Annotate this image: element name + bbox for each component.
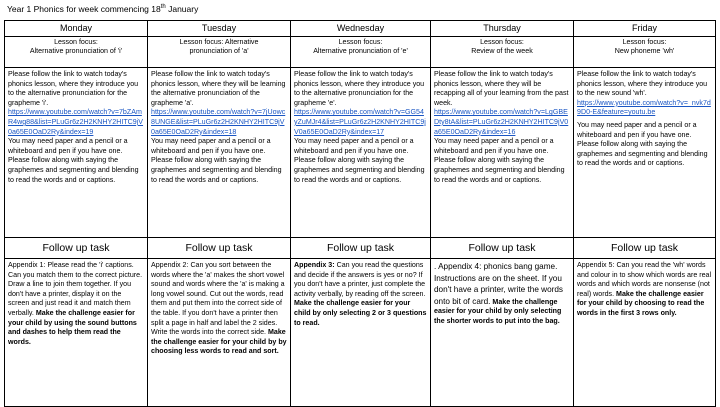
follow-up-monday: Follow up task — [5, 238, 148, 259]
page-title: Year 1 Phonics for week commencing 18th January — [7, 4, 199, 14]
lesson-tuesday — [148, 68, 291, 238]
task-tuesday — [148, 259, 291, 407]
lesson-intro: Please follow the link to watch today's phonics lesson, where they introduce you to the alternative pronunciation for the grapheme 'e'. — [294, 70, 425, 107]
focus-monday: Lesson focus: Alternative pronunciation of 'i' — [5, 37, 148, 68]
lesson-thursday — [431, 68, 574, 238]
task-row — [5, 259, 716, 407]
lesson-materials: You may need paper and a pencil or a whiteboard and pen if you have one. Please follow along with saying the graphemes and segmenting and blending to read the words and or captions. — [151, 137, 282, 184]
lesson-focus-row — [5, 37, 716, 68]
day-header-friday: Friday — [574, 21, 716, 37]
focus-wednesday: Lesson focus: Alternative pronunciation of 'e' — [291, 37, 431, 68]
lesson-materials: You may need paper and a pencil or a whiteboard and pen if you have one. Please follow along with saying the graphemes and segmenting and blending to read the words and or captions. — [294, 137, 425, 184]
follow-up-thursday: Follow up task — [431, 238, 574, 259]
lesson-intro: Please follow the link to watch today's phonics lesson, where they introduce you to the new sound 'wh'. — [577, 70, 708, 98]
task-challenge: Make the challenge easier for your child by by choosing less words to read and sort. — [151, 328, 287, 356]
lesson-video-link[interactable]: https://www.youtube.com/watch?v=7bZAmR4wg88&list=PLuGr6z2H2KNHY2HITC9jV0a65E0OaD2Ry&index=19 — [8, 108, 144, 136]
lesson-video-link[interactable]: https://www.youtube.com/watch?v=LgGBEDty8tA&list=PLuGr6z2H2KNHY2HITC9jV0a65E0OaD2Ry&index=16 — [434, 108, 569, 136]
day-header-row — [5, 21, 716, 37]
day-header-tuesday: Tuesday — [148, 21, 291, 37]
task-lead: Appendix 3: — [294, 261, 335, 269]
follow-up-tuesday: Follow up task — [148, 238, 291, 259]
task-text: Appendix 5: Can you read the 'wh' words and colour in to show which words are real words and which words are nonsense (not real) words. — [577, 261, 712, 298]
focus-friday: Lesson focus: New phoneme 'wh' — [574, 37, 716, 68]
task-friday — [574, 259, 716, 407]
lesson-intro: Please follow the link to watch today's phonics lesson, where they will be learning the alternative pronunciation of the grapheme 'a'. — [151, 70, 286, 107]
lesson-intro: Please follow the link to watch today's phonics lesson, where they introduce you to the alternative pronunciation for the grapheme 'i'. — [8, 70, 139, 107]
phonics-timetable — [4, 20, 716, 407]
follow-up-row — [5, 238, 716, 259]
lesson-row — [5, 68, 716, 238]
lesson-materials: You may need paper and a pencil or a whiteboard and pen if you have one. Please follow along with saying the graphemes and segmenting and blending to read the words and or captions. — [434, 137, 565, 184]
lesson-intro: Please follow the link to watch today's phonics lesson, where they will be recapping all of your learning from the past week. — [434, 70, 569, 107]
task-wednesday — [291, 259, 431, 407]
task-text: Can you read the questions and decide if the answers is yes or no? If you don't have a printer, just complete the activity verbally, by reading off the screen. — [294, 261, 426, 298]
task-text: . Appendix 4: phonics bang game. Instructions are on the sheet. If you don't have a printer, write the words onto bit of card. — [434, 262, 563, 306]
lesson-video-link[interactable]: https://www.youtube.com/watch?v=_nvk7d9D0-E&feature=youtu.be — [577, 98, 711, 117]
task-monday — [5, 259, 148, 407]
lesson-wednesday — [291, 68, 431, 238]
task-text: Appendix 2: Can you sort between the words where the 'a' makes the short vowel sound and words where the 'a' is making a long vowel sound. Cut out the words, read them and put them into the correct side of the table. If you don't have a printer then split a page in half and label the 2 sides. Write the words into the correct side. — [151, 261, 285, 337]
day-header-wednesday: Wednesday — [291, 21, 431, 37]
lesson-materials: You may need paper and a pencil or a whiteboard and pen if you have one. Please follow along with saying the graphemes and segmenting and blending to read the words and or captions. — [8, 137, 139, 184]
follow-up-friday: Follow up task — [574, 238, 716, 259]
lesson-video-link[interactable]: https://www.youtube.com/watch?v=7jUowc8UNGE&list=PLuGr6z2H2KNHY2HITC9jV0a65E0OaD2Ry&index=18 — [151, 108, 286, 136]
task-challenge: Make the challenge easier for your child by only selecting 2 or 3 questions to read. — [294, 299, 427, 327]
task-challenge: Make the challenge easier for your child by only selecting the shorter words to put into the bag. — [434, 297, 562, 325]
task-thursday — [431, 259, 574, 407]
task-challenge: Make the challenge easier for your child by choosing to read the words in the first 3 rows only. — [577, 289, 705, 317]
task-text: Appendix 1: Please read the 'i' captions. Can you match them to the correct picture. Draw a line to join them together. If you don't have a printer, display it on the screen and just read it and match them verbally. — [8, 261, 143, 317]
day-header-thursday: Thursday — [431, 21, 574, 37]
follow-up-wednesday: Follow up task — [291, 238, 431, 259]
day-header-monday: Monday — [5, 21, 148, 37]
lesson-video-link[interactable]: https://www.youtube.com/watch?v=GG54yZuMJr4&list=PLuGr6z2H2KNHY2HITC9jV0a65E0OaD2Ry&index=17 — [294, 108, 426, 136]
task-challenge: Make the challenge easier for your child by using the sound buttons and dashes to help them read the words. — [8, 308, 137, 346]
lesson-monday — [5, 68, 148, 238]
lesson-materials: You may need paper and a pencil or a whiteboard and pen if you have one. Please follow along with saying the graphemes and segmenting and blending to read the words and or captions. — [577, 120, 708, 168]
focus-tuesday: Lesson focus: Alternative pronunciation of 'a' — [148, 37, 291, 68]
focus-thursday: Lesson focus: Review of the week — [431, 37, 574, 68]
lesson-friday — [574, 68, 716, 238]
